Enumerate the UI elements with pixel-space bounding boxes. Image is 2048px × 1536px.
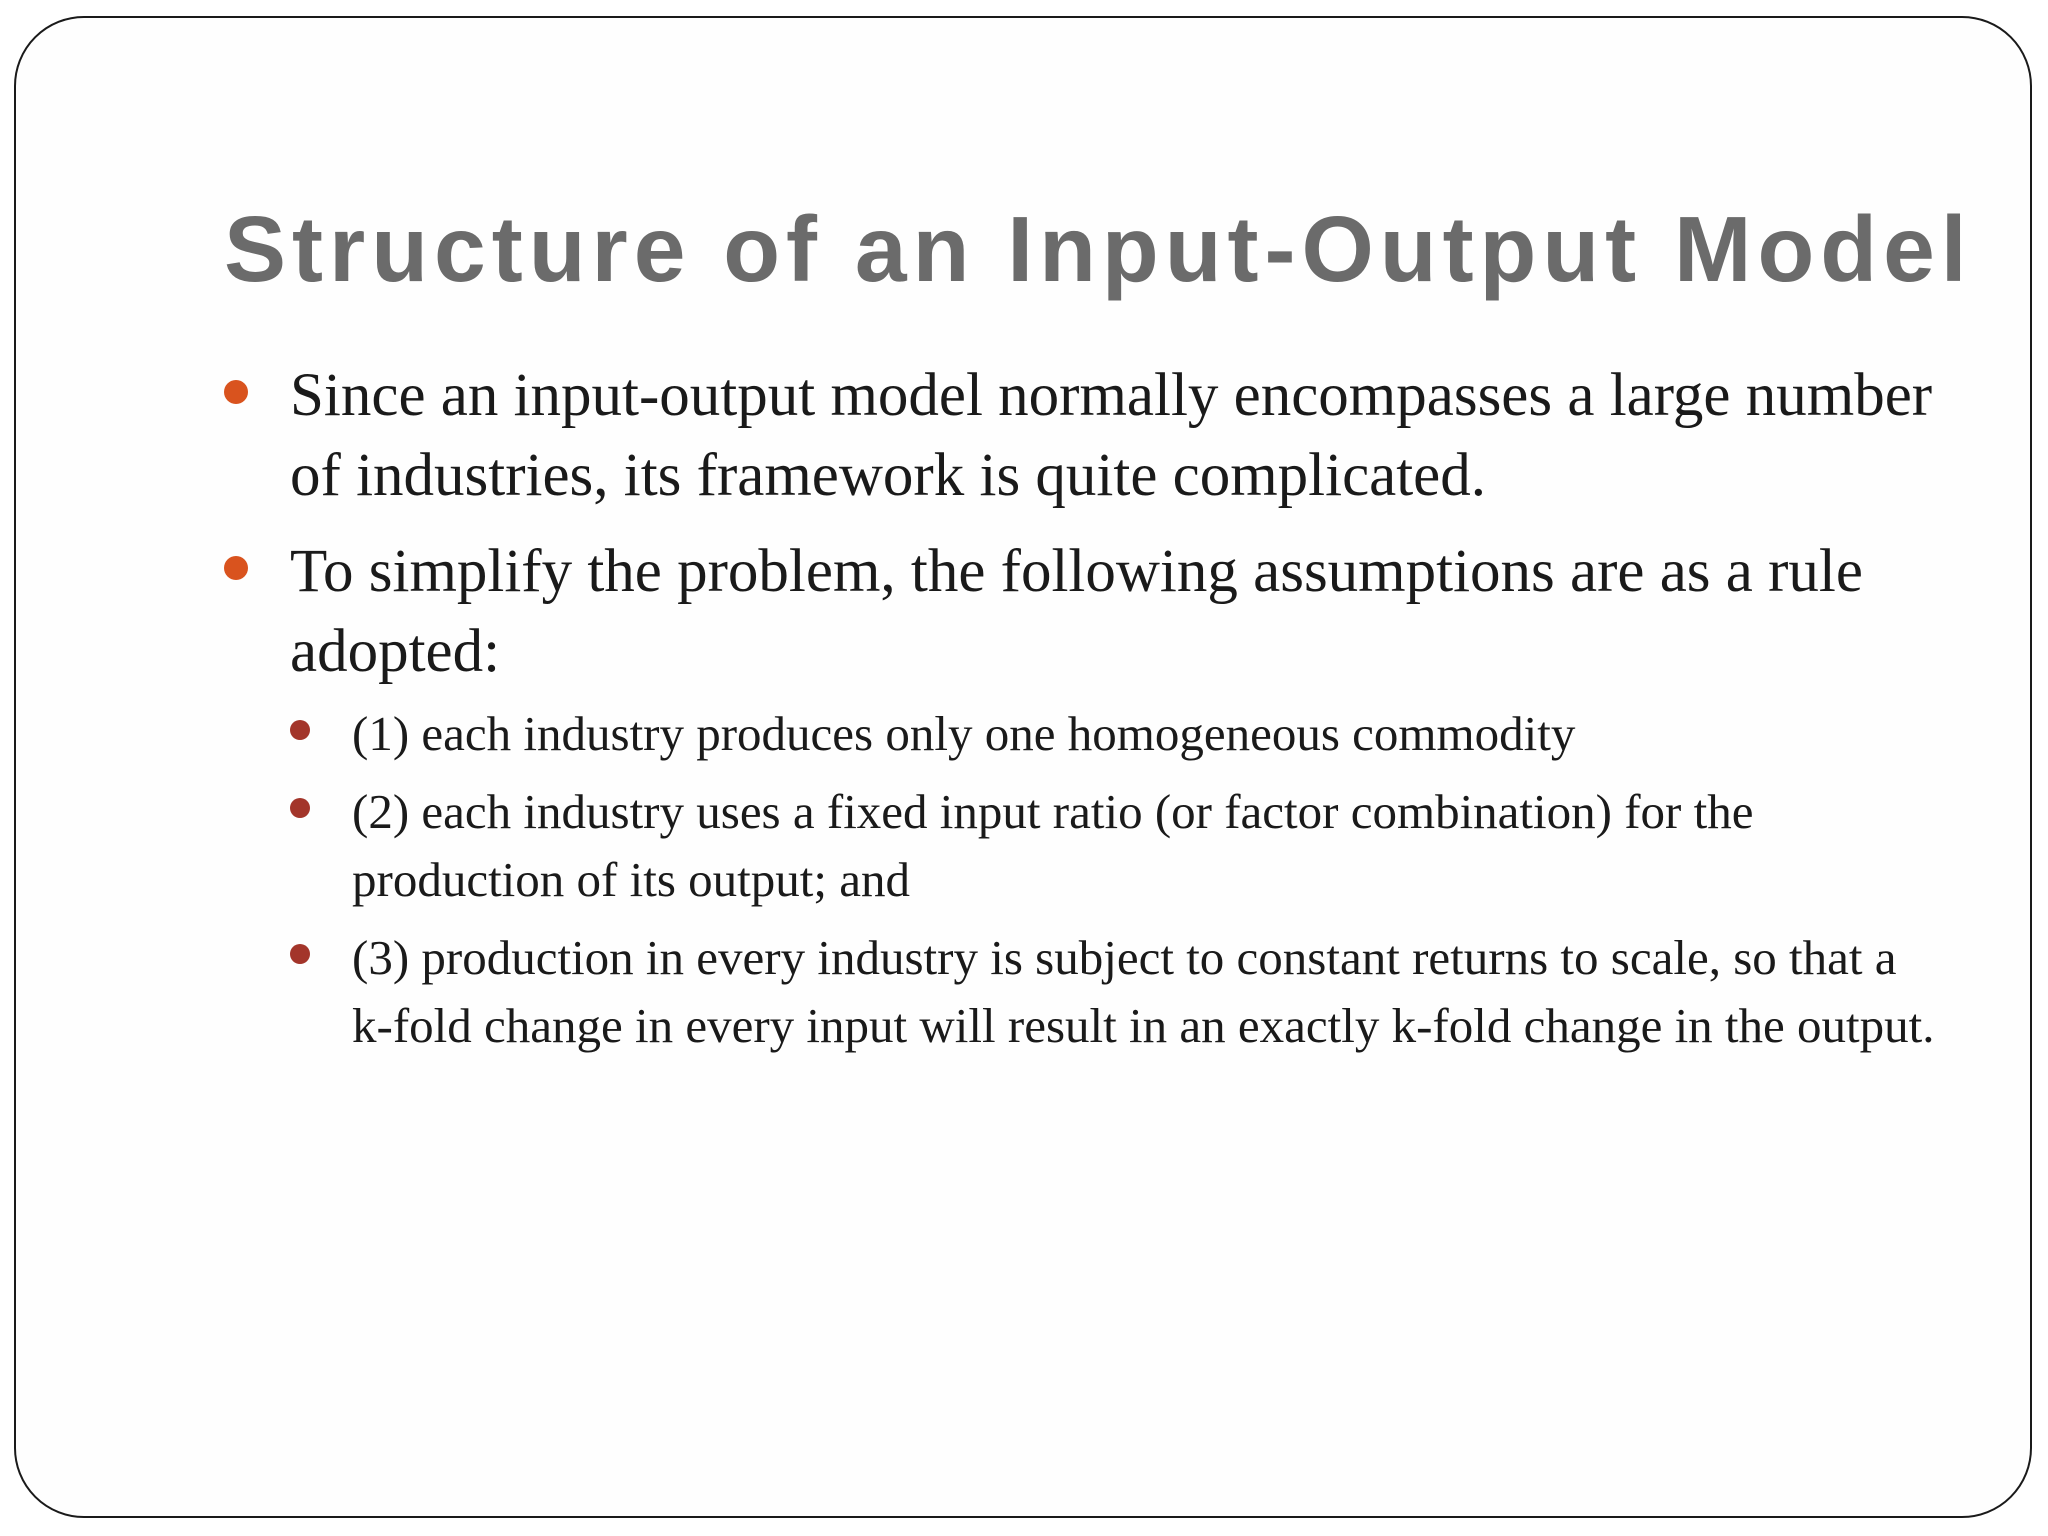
slide — [14, 16, 2032, 1518]
bullet-text: Since an input-output model normally encompasses a large number of industries, its framework is quite complicated. — [290, 362, 1933, 509]
sub-bullet-text: (1) each industry produces only one homogeneous commodity — [352, 706, 1576, 761]
sub-bullet-item — [290, 700, 1944, 768]
sub-bullet-dot-icon — [290, 720, 310, 740]
bullet-item — [224, 532, 1944, 1060]
slide-content — [224, 356, 1944, 1076]
bullet-list — [224, 356, 1944, 1060]
sub-bullet-item — [290, 924, 1944, 1060]
sub-bullet-list — [290, 700, 1944, 1060]
sub-bullet-item — [290, 778, 1944, 914]
sub-bullet-text: (3) production in every industry is subject to constant returns to scale, so that a k-fold change in every input will result in an exactly k-fold change in the output. — [352, 930, 1935, 1053]
sub-bullet-dot-icon — [290, 798, 310, 818]
slide-title: Structure of an Input-Output Model — [224, 197, 1973, 301]
sub-bullet-text: (2) each industry uses a fixed input ratio (or factor combination) for the production of its output; and — [352, 784, 1754, 907]
sub-bullet-dot-icon — [290, 944, 310, 964]
bullet-dot-icon — [224, 380, 248, 404]
bullet-text: To simplify the problem, the following assumptions are as a rule adopted: — [290, 538, 1863, 685]
bullet-dot-icon — [224, 556, 248, 580]
bullet-item — [224, 356, 1944, 516]
